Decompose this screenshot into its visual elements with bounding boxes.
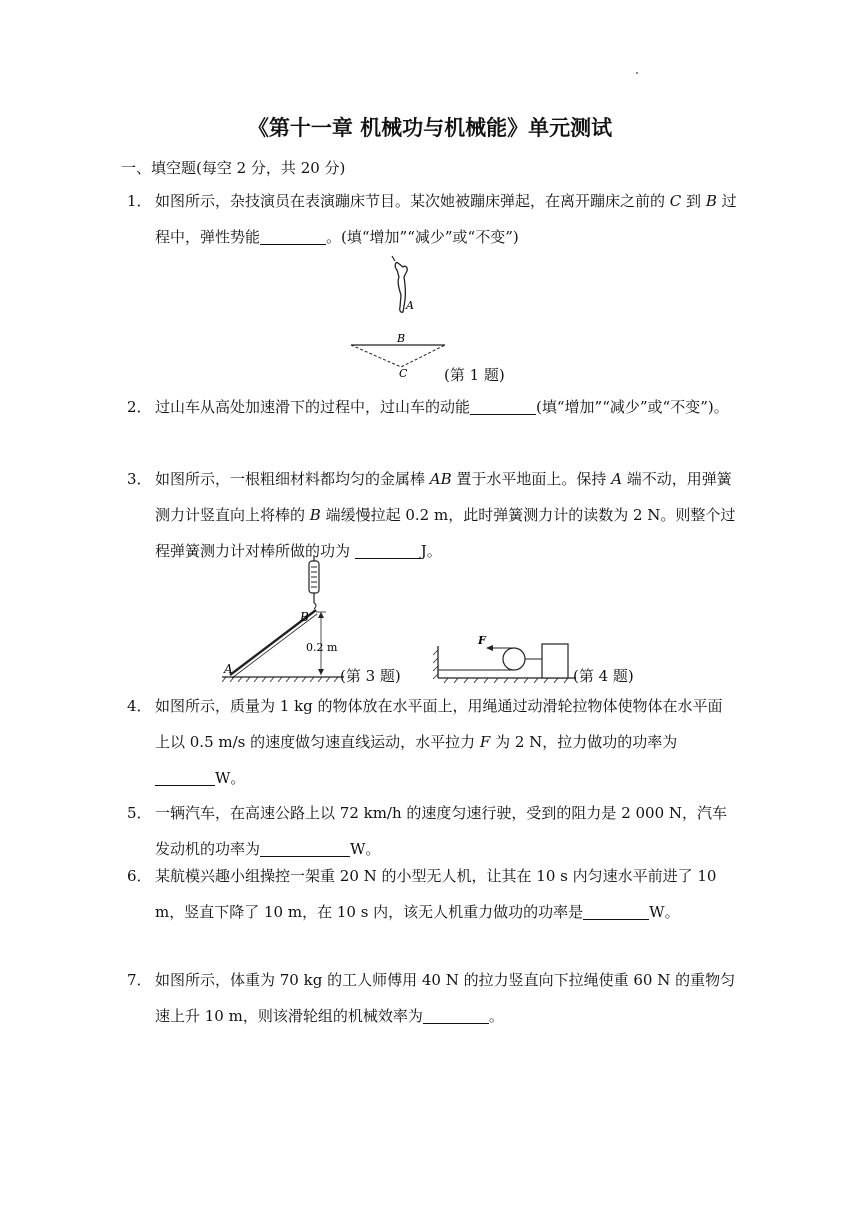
answer-blank[interactable] xyxy=(423,1005,489,1024)
question-2: 2． 过山车从高处加速滑下的过程中，过山车的动能 (填“增加”“减少”或“不变”)。 xyxy=(127,389,737,425)
label-f: F xyxy=(478,634,486,647)
question-text: 某航模兴趣小组操控一架重 20 N 的小型无人机，让其在 10 s 内匀速水平前进了 10 m，竖直下降了 10 m，在 10 s 内，该无人机重力做功的功率是 W。 xyxy=(155,867,717,921)
question-number: 1． xyxy=(127,192,152,210)
figure-1-trampoline xyxy=(345,255,455,380)
answer-blank[interactable] xyxy=(155,767,215,786)
label-c: C xyxy=(399,367,408,380)
label-b: B xyxy=(397,332,406,345)
figure-1-caption: (第 1 题) xyxy=(444,366,505,384)
figure-4-caption: (第 4 题) xyxy=(573,667,634,685)
block xyxy=(542,644,568,678)
question-3: 3． 如图所示，一根粗细材料都均匀的金属棒 AB 置于水平地面上。保持 A 端不动，用弹簧测力计竖直向上将棒的 B 端缓慢拉起 0.2 m，此时弹簧测力计的读数为 2 N。则整个过程弹簧测力计对棒所做的功为 J。 xyxy=(127,461,737,569)
question-text: 一辆汽车，在高速公路上以 72 km/h 的速度匀速行驶，受到的阻力是 2 000 N，汽车发动机的功率为 W。 xyxy=(155,804,728,858)
figure-3-rod xyxy=(218,555,348,685)
figure-3-caption: (第 3 题) xyxy=(340,667,401,685)
answer-blank[interactable] xyxy=(260,226,326,245)
section-heading: 一、填空题(每空 2 分，共 20 分) xyxy=(121,159,346,177)
question-text: 如图所示，一根粗细材料都均匀的金属棒 AB 置于水平地面上。保持 A 端不动，用弹簧测力计竖直向上将棒的 B 端缓慢拉起 0.2 m，此时弹簧测力计的读数为 2 N。则整个过程弹簧测力计对棒所做的功为 J。 xyxy=(155,470,736,560)
label-b: B xyxy=(300,610,309,624)
question-5: 5． 一辆汽车，在高速公路上以 72 km/h 的速度匀速行驶，受到的阻力是 2 000 N，汽车发动机的功率为 W。 xyxy=(127,795,737,867)
height-label: 0.2 m xyxy=(306,641,338,654)
answer-blank[interactable] xyxy=(583,901,649,920)
question-6: 6． 某航模兴趣小组操控一架重 20 N 的小型无人机，让其在 10 s 内匀速水平前进了 10 m，竖直下降了 10 m，在 10 s 内，该无人机重力做功的功率是 W。 xyxy=(127,858,737,930)
question-1 xyxy=(127,183,737,255)
question-text: 如图所示，质量为 1 kg 的物体放在水平面上，用绳通过动滑轮拉物体使物体在水平面上以 0.5 m/s 的速度做匀速直线运动，水平拉力 F 为 2 N，拉力做功的功率为W。 xyxy=(155,697,723,787)
question-text: 过山车从高处加速滑下的过程中，过山车的动能 (填“增加”“减少”或“不变”)。 xyxy=(155,398,729,416)
question-text: 如图所示，杂技演员在表演蹦床节目。某次她被蹦床弹起，在离开蹦床之前的 C 到 B 过程中，弹性势能 。(填“增加”“减少”或“不变”) xyxy=(155,192,737,246)
answer-blank[interactable] xyxy=(355,540,421,559)
page-title: 《第十一章 机械功与机械能》单元测试 xyxy=(247,116,613,140)
movable-pulley xyxy=(503,648,525,670)
question-text: 如图所示，体重为 70 kg 的工人师傅用 40 N 的拉力竖直向下拉绳使重 60 N 的重物匀速上升 10 m，则该滑轮组的机械效率为 。 xyxy=(155,971,736,1025)
question-4: 4． 如图所示，质量为 1 kg 的物体放在水平面上，用绳通过动滑轮拉物体使物体在水平面上以 0.5 m/s 的速度做匀速直线运动，水平拉力 F 为 2 N，拉力做功的功率为W。 xyxy=(127,688,737,796)
stretched-trampoline xyxy=(351,345,445,367)
label-a: A xyxy=(406,299,414,312)
label-a: A xyxy=(224,662,233,676)
answer-blank[interactable] xyxy=(470,396,536,415)
figure-4-pulley xyxy=(430,628,580,688)
scan-dot xyxy=(636,72,638,74)
question-7: 7． 如图所示，体重为 70 kg 的工人师傅用 40 N 的拉力竖直向下拉绳使重 60 N 的重物匀速上升 10 m，则该滑轮组的机械效率为 。 xyxy=(127,962,737,1034)
answer-blank[interactable] xyxy=(260,838,350,857)
